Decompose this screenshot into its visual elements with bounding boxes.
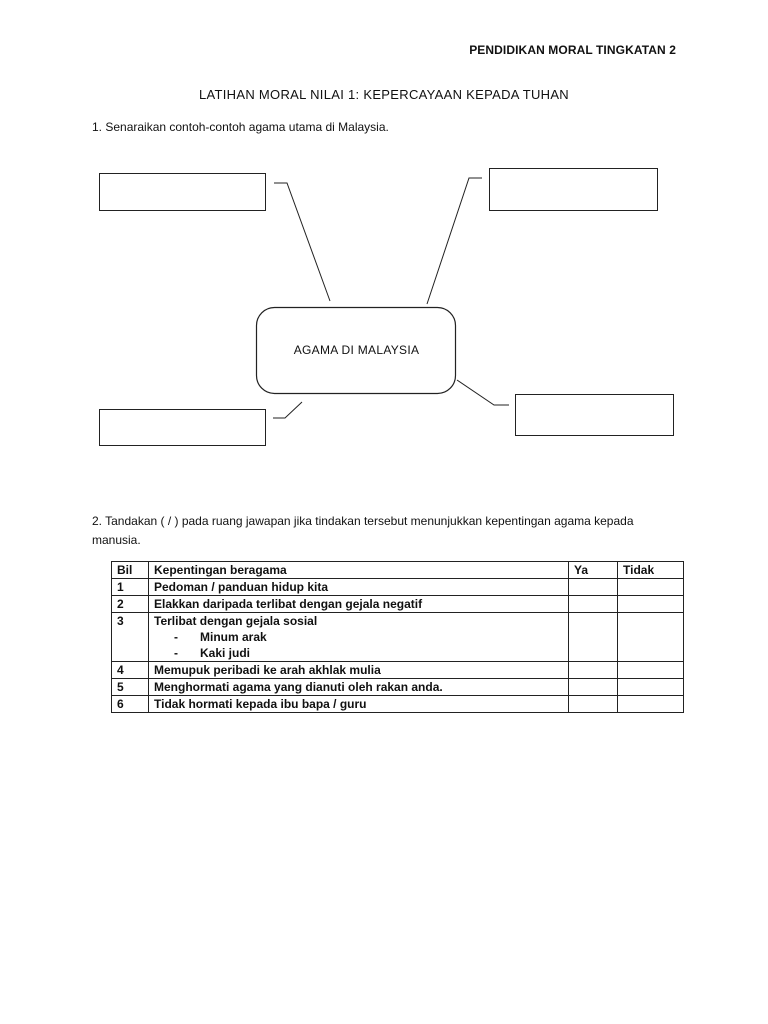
connector-bottom-right bbox=[457, 380, 509, 405]
bullet-dash: - bbox=[174, 630, 178, 644]
table-row bbox=[112, 613, 684, 662]
page-header: PENDIDIKAN MORAL TINGKATAN 2 bbox=[469, 43, 676, 57]
table-header-row bbox=[112, 562, 684, 579]
row-number: 1 bbox=[112, 579, 149, 596]
bullet-dash: - bbox=[174, 646, 178, 660]
sub-item bbox=[154, 629, 563, 645]
row-number: 6 bbox=[112, 696, 149, 713]
tidak-answer-cell[interactable] bbox=[618, 579, 684, 596]
header-ya: Ya bbox=[569, 562, 618, 579]
sub-item-text: Minum arak bbox=[200, 630, 267, 644]
connector-bottom-left bbox=[273, 402, 302, 418]
table-row bbox=[112, 579, 684, 596]
tidak-answer-cell[interactable] bbox=[618, 662, 684, 679]
ya-answer-cell[interactable] bbox=[569, 679, 618, 696]
row-text: Menghormati agama yang dianuti oleh rakan anda. bbox=[149, 679, 569, 696]
table-row bbox=[112, 696, 684, 713]
answer-box-top-left[interactable] bbox=[100, 174, 266, 211]
table-row bbox=[112, 662, 684, 679]
row-number: 3 bbox=[112, 613, 149, 662]
ya-answer-cell[interactable] bbox=[569, 613, 618, 662]
sub-item bbox=[154, 645, 563, 661]
ya-answer-cell[interactable] bbox=[569, 596, 618, 613]
table-row bbox=[112, 596, 684, 613]
question-2: 2. Tandakan ( / ) pada ruang jawapan jika tindakan tersebut menunjukkan kepentingan agama kepada manusia. bbox=[92, 514, 634, 547]
row-text-with-subitems bbox=[149, 613, 569, 662]
ya-answer-cell[interactable] bbox=[569, 696, 618, 713]
worksheet-title: LATIHAN MORAL NILAI 1: KEPERCAYAAN KEPADA TUHAN bbox=[198, 87, 569, 102]
row-text: Terlibat dengan gejala sosial bbox=[154, 614, 318, 628]
tidak-answer-cell[interactable] bbox=[618, 696, 684, 713]
row-text: Memupuk peribadi ke arah akhlak mulia bbox=[149, 662, 569, 679]
table-row bbox=[112, 679, 684, 696]
answer-box-top-right[interactable] bbox=[490, 169, 658, 211]
ya-answer-cell[interactable] bbox=[569, 579, 618, 596]
tidak-answer-cell[interactable] bbox=[618, 596, 684, 613]
connector-top-right bbox=[427, 178, 482, 304]
answer-box-bottom-left[interactable] bbox=[100, 410, 266, 446]
header-kepentingan: Kepentingan beragama bbox=[149, 562, 569, 579]
mind-map-diagram bbox=[0, 0, 768, 500]
row-text: Elakkan daripada terlibat dengan gejala negatif bbox=[149, 596, 569, 613]
sub-item-text: Kaki judi bbox=[200, 646, 251, 660]
tidak-answer-cell[interactable] bbox=[618, 613, 684, 662]
row-text: Tidak hormati kepada ibu bapa / guru bbox=[149, 696, 569, 713]
importance-table bbox=[111, 561, 684, 713]
connector-top-left bbox=[274, 183, 330, 301]
row-number: 2 bbox=[112, 596, 149, 613]
header-tidak: Tidak bbox=[618, 562, 684, 579]
question-1: 1. Senaraikan contoh-contoh agama utama di Malaysia. bbox=[92, 120, 389, 134]
row-text: Pedoman / panduan hidup kita bbox=[149, 579, 569, 596]
center-box-label: AGAMA DI MALAYSIA bbox=[293, 343, 420, 357]
ya-answer-cell[interactable] bbox=[569, 662, 618, 679]
tidak-answer-cell[interactable] bbox=[618, 679, 684, 696]
row-number: 5 bbox=[112, 679, 149, 696]
header-bil: Bil bbox=[112, 562, 149, 579]
row-number: 4 bbox=[112, 662, 149, 679]
answer-box-bottom-right[interactable] bbox=[516, 395, 674, 436]
